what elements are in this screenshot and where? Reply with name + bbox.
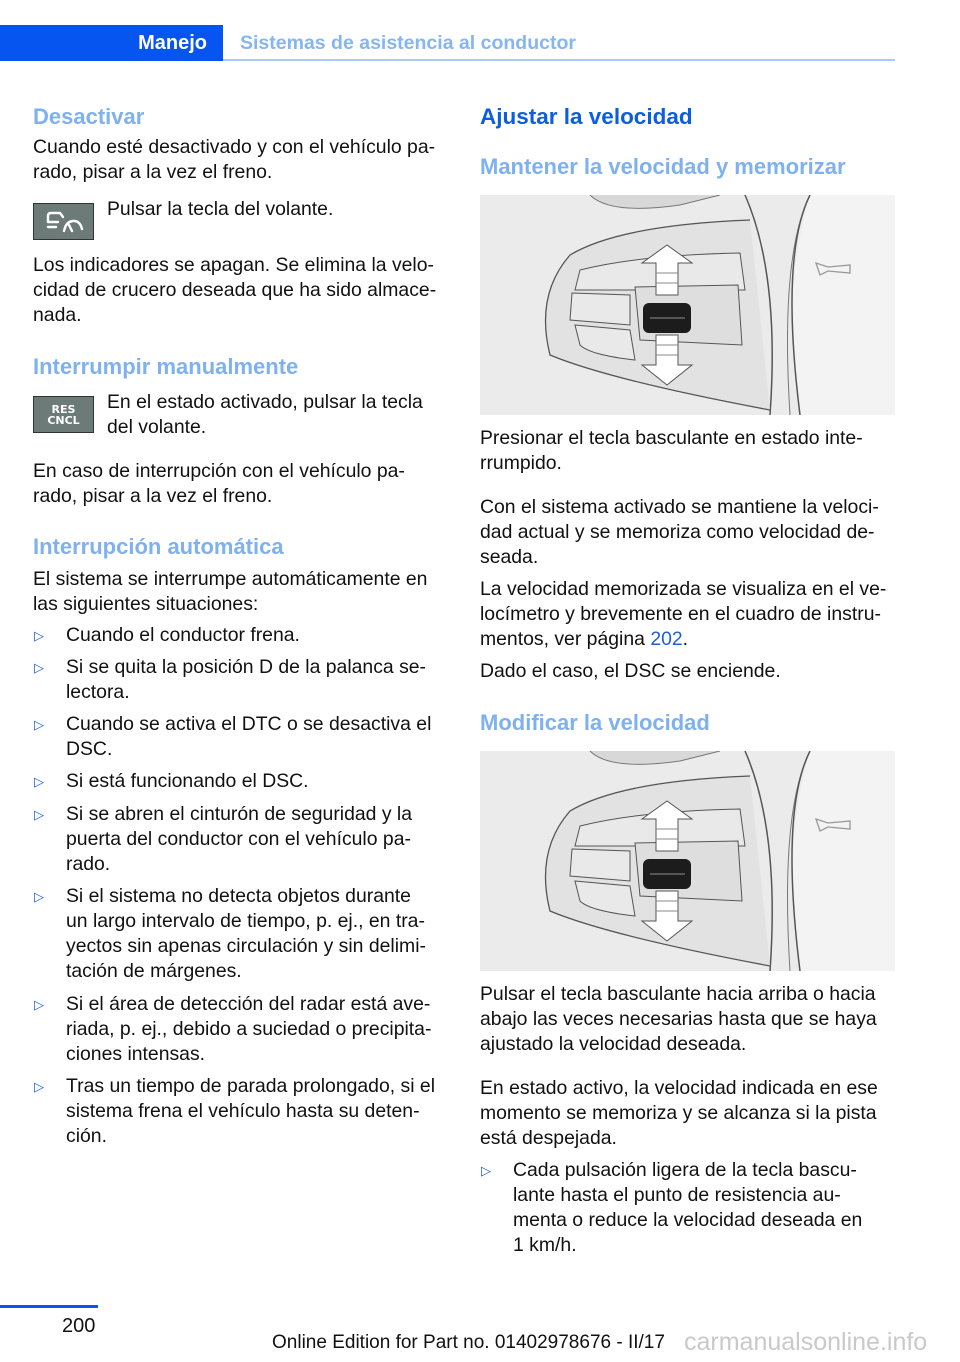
- watermark: carmanualsonline.info: [684, 1328, 928, 1356]
- triangle-bullet-icon: ▷: [34, 774, 44, 789]
- list-item-text: Si se quita la posición D de la palanca se- lectora.: [66, 656, 427, 703]
- list-item-text: Si el área de detección del radar está ave- riada, p. ej., debido a suciedad o precipita- ciones intensas.: [66, 993, 432, 1065]
- section-tab: Manejo: [0, 25, 223, 61]
- paragraph: Pulsar el tecla basculante hacia arriba o hacia abajo las veces necesarias hasta que se haya ajustado la velocidad deseada.: [480, 983, 877, 1055]
- instruction-text: Pulsar la tecla del volante.: [107, 198, 334, 220]
- triangle-bullet-icon: ▷: [34, 660, 44, 675]
- list-item-text: Si el sistema no detecta objetos durante un largo intervalo de tiempo, p. ej., en tra- yectos sin apenas circulación y sin delimi- tación de márgenes.: [66, 885, 426, 982]
- list-item-text: Si está funcionando el DSC.: [66, 770, 309, 792]
- triangle-bullet-icon: ▷: [34, 889, 44, 904]
- triangle-bullet-icon: ▷: [34, 717, 44, 732]
- list-item: [34, 712, 432, 762]
- list-item: [34, 623, 300, 648]
- list-item: [481, 1158, 863, 1258]
- triangle-bullet-icon: ▷: [481, 1163, 491, 1178]
- cruise-control-icon: [33, 203, 94, 240]
- list-item: [34, 655, 427, 705]
- list-item-text: Cada pulsación ligera de la tecla bascu- lante hasta el punto de resistencia au- menta o reduce la velocidad deseada en 1 km/h.: [513, 1159, 863, 1256]
- footer-divider: [0, 1305, 98, 1308]
- paragraph: Dado el caso, el DSC se enciende.: [480, 660, 781, 682]
- paragraph: En caso de interrupción con el vehículo pa- rado, pisar a la vez el freno.: [33, 460, 405, 507]
- triangle-bullet-icon: ▷: [34, 807, 44, 822]
- list-item: [34, 769, 309, 794]
- paragraph: Con el sistema activado se mantiene la veloci- dad actual y se memoriza como velocidad de- seada.: [480, 496, 879, 568]
- list-item: [34, 802, 413, 877]
- triangle-bullet-icon: ▷: [34, 628, 44, 643]
- list-item-text: Cuando se activa el DTC o se desactiva el DSC.: [66, 713, 432, 760]
- header-divider: [223, 59, 895, 61]
- edition-note: Online Edition for Part no. 01402978676 - II/17: [272, 1332, 665, 1353]
- paragraph: Cuando esté desactivado y con el vehículo pa- rado, pisar a la vez el freno.: [33, 136, 436, 183]
- list-item-text: Cuando el conductor frena.: [66, 624, 300, 646]
- steering-wheel-rocker-switch-image: [480, 751, 895, 971]
- page-link[interactable]: 202: [650, 628, 683, 650]
- list-item: [34, 992, 432, 1067]
- res-cncl-label: RES CNCL: [47, 402, 80, 427]
- paragraph: [480, 577, 905, 652]
- res-cncl-button-icon: [33, 396, 94, 433]
- heading-modificar-velocidad: Modificar la velocidad: [480, 710, 710, 735]
- list-item-text: Si se abren el cinturón de seguridad y la puerta del conductor con el vehículo pa- rado.: [66, 803, 413, 875]
- paragraph: Presionar el tecla basculante en estado inte- rrumpido.: [480, 427, 863, 474]
- paragraph: El sistema se interrumpe automáticamente en las siguientes situaciones:: [33, 568, 428, 615]
- paragraph-text: .: [682, 628, 689, 650]
- heading-interrumpir-manualmente: Interrumpir manualmente: [33, 354, 299, 379]
- page-number: 200: [62, 1315, 96, 1337]
- list-item: [34, 1074, 436, 1149]
- paragraph-text: La velocidad memorizada se visualiza en el ve- locímetro y brevemente en el cuadro de instru- mentos, ver página: [480, 578, 887, 650]
- heading-desactivar: Desactivar: [33, 104, 145, 129]
- list-item-text: Tras un tiempo de parada prolongado, si el sistema frena el vehículo hasta su deten- ción.: [66, 1075, 436, 1147]
- heading-interrupcion-automatica: Interrupción automática: [33, 534, 284, 559]
- list-item: [34, 884, 426, 984]
- triangle-bullet-icon: ▷: [34, 1079, 44, 1094]
- paragraph: En estado activo, la velocidad indicada en ese momento se memoriza y se alcanza si la pista está despejada.: [480, 1077, 878, 1149]
- steering-wheel-rocker-switch-image: [480, 195, 895, 415]
- heading-ajustar-velocidad: Ajustar la velocidad: [480, 104, 693, 129]
- paragraph: Los indicadores se apagan. Se elimina la velo- cidad de crucero deseada que ha sido almace- nada.: [33, 254, 437, 326]
- heading-mantener-velocidad: Mantener la velocidad y memorizar: [480, 154, 846, 179]
- instruction-text: En el estado activado, pulsar la tecla del volante.: [107, 391, 423, 438]
- chapter-title: Sistemas de asistencia al conductor: [240, 32, 576, 54]
- triangle-bullet-icon: ▷: [34, 997, 44, 1012]
